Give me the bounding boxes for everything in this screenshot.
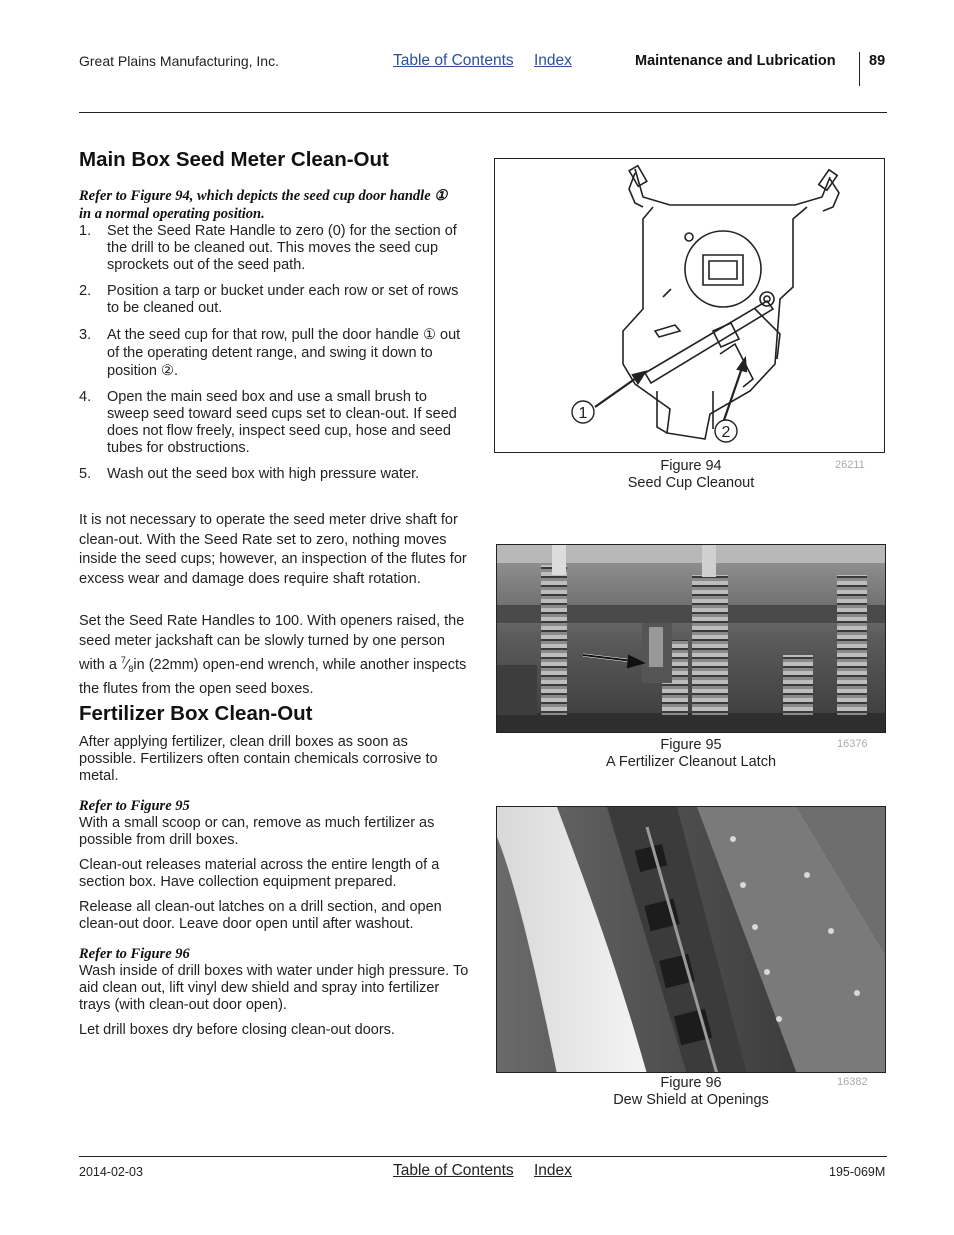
figure-94-callout-2: 2 [721,424,731,441]
fertilizer-para3: Clean-out releases material across the entire length of a section box. Have collection equipment prepared. [79,857,440,890]
list-item: 2. Position a tarp or bucket under each row or set of rows to be cleaned out. [79,283,459,316]
fertilizer-para1: After applying fertilizer, clean drill boxes as soon as possible. Fertilizers often contain chemicals corrosive to metal. [79,734,438,784]
list-item: 5. Wash out the seed box with high pressure water. [79,466,420,482]
footer-index-link[interactable]: Index [534,1162,572,1179]
header-divider [859,52,860,86]
figure-95-image [496,544,886,733]
fertilizer-heading: Fertilizer Box Clean-Out [79,702,313,725]
footer-toc-link[interactable]: Table of Contents [393,1162,514,1179]
figure-96-number: 16382 [837,1076,868,1088]
figure-94-number: 26211 [835,459,865,471]
main-box-para1: It is not necessary to operate the seed meter drive shaft for clean-out. With the Seed Rate set to zero, nothing moves inside the seed cups; however, an inspection of the flutes for excess wear and damage does require shaft rotation. [79,512,467,587]
fertilizer-ref95: Refer to Figure 95 [79,798,190,814]
figure-96-caption: Figure 96 Dew Shield at Openings [613,1075,769,1108]
header-toc-link[interactable]: Table of Contents [393,52,514,69]
list-item: 3. At the seed cup for that row, pull the door handle ① out of the operating detent range, and swing it down to position ②. [79,327,461,379]
footer-doc-number: 195-069M [829,1165,886,1179]
fertilizer-para6: Let drill boxes dry before closing clean-out doors. [79,1022,395,1038]
footer-rule [79,1156,887,1157]
list-item: 4. Open the main seed box and use a small brush to sweep seed toward seed cups set to clean-out. If seed does not flow freely, inspect seed cup, hose and seed tubes for obstructions. [79,389,457,456]
fertilizer-para2: With a small scoop or can, remove as much fertilizer as possible from drill boxes. [79,815,435,848]
page-number: 89 [869,53,886,69]
fertilizer-ref96: Refer to Figure 96 [79,946,190,962]
header-section-title: Maintenance and Lubrication [635,53,836,69]
figure-95-number: 16376 [837,738,868,750]
header-rule [79,112,887,113]
figure-94-image [494,158,885,453]
main-box-para2: Set the Seed Rate Handles to 100. With openers raised, the seed meter jackshaft can be slowly turned by one person with a $^7⁄_8in$ (22mm) open-end wrench, while another inspects the flutes from the open seed boxes. [79,613,467,697]
main-box-steps [79,223,469,483]
footer-date: 2014-02-03 [79,1165,143,1179]
header-index-link[interactable]: Index [534,52,572,69]
main-box-heading: Main Box Seed Meter Clean-Out [79,148,389,171]
header-company: Great Plains Manufacturing, Inc. [79,53,279,69]
main-box-ref: Refer to Figure 94, which depicts the seed cup door handle ① in a normal operating position. [79,188,448,222]
fertilizer-para4: Release all clean-out latches on a drill section, and open clean-out door. Leave door open until after washout. [79,899,442,932]
figure-94-caption: Figure 94 Seed Cup Cleanout [627,458,755,491]
figure-94-callout-1: 1 [578,405,588,422]
main-box-section [79,148,469,492]
list-item: 1. Set the Seed Rate Handle to zero (0) for the section of the drill to be cleaned out. This moves the seed cup sprockets out of the seed path. [79,223,457,273]
fertilizer-section [79,702,469,1047]
figure-96-image [496,806,886,1073]
figure-95-caption: Figure 95 A Fertilizer Cleanout Latch [605,737,777,770]
fertilizer-para5: Wash inside of drill boxes with water under high pressure. To aid clean out, lift vinyl dew shield and spray into fertilizer trays (with clean-out door open). [79,963,469,1013]
